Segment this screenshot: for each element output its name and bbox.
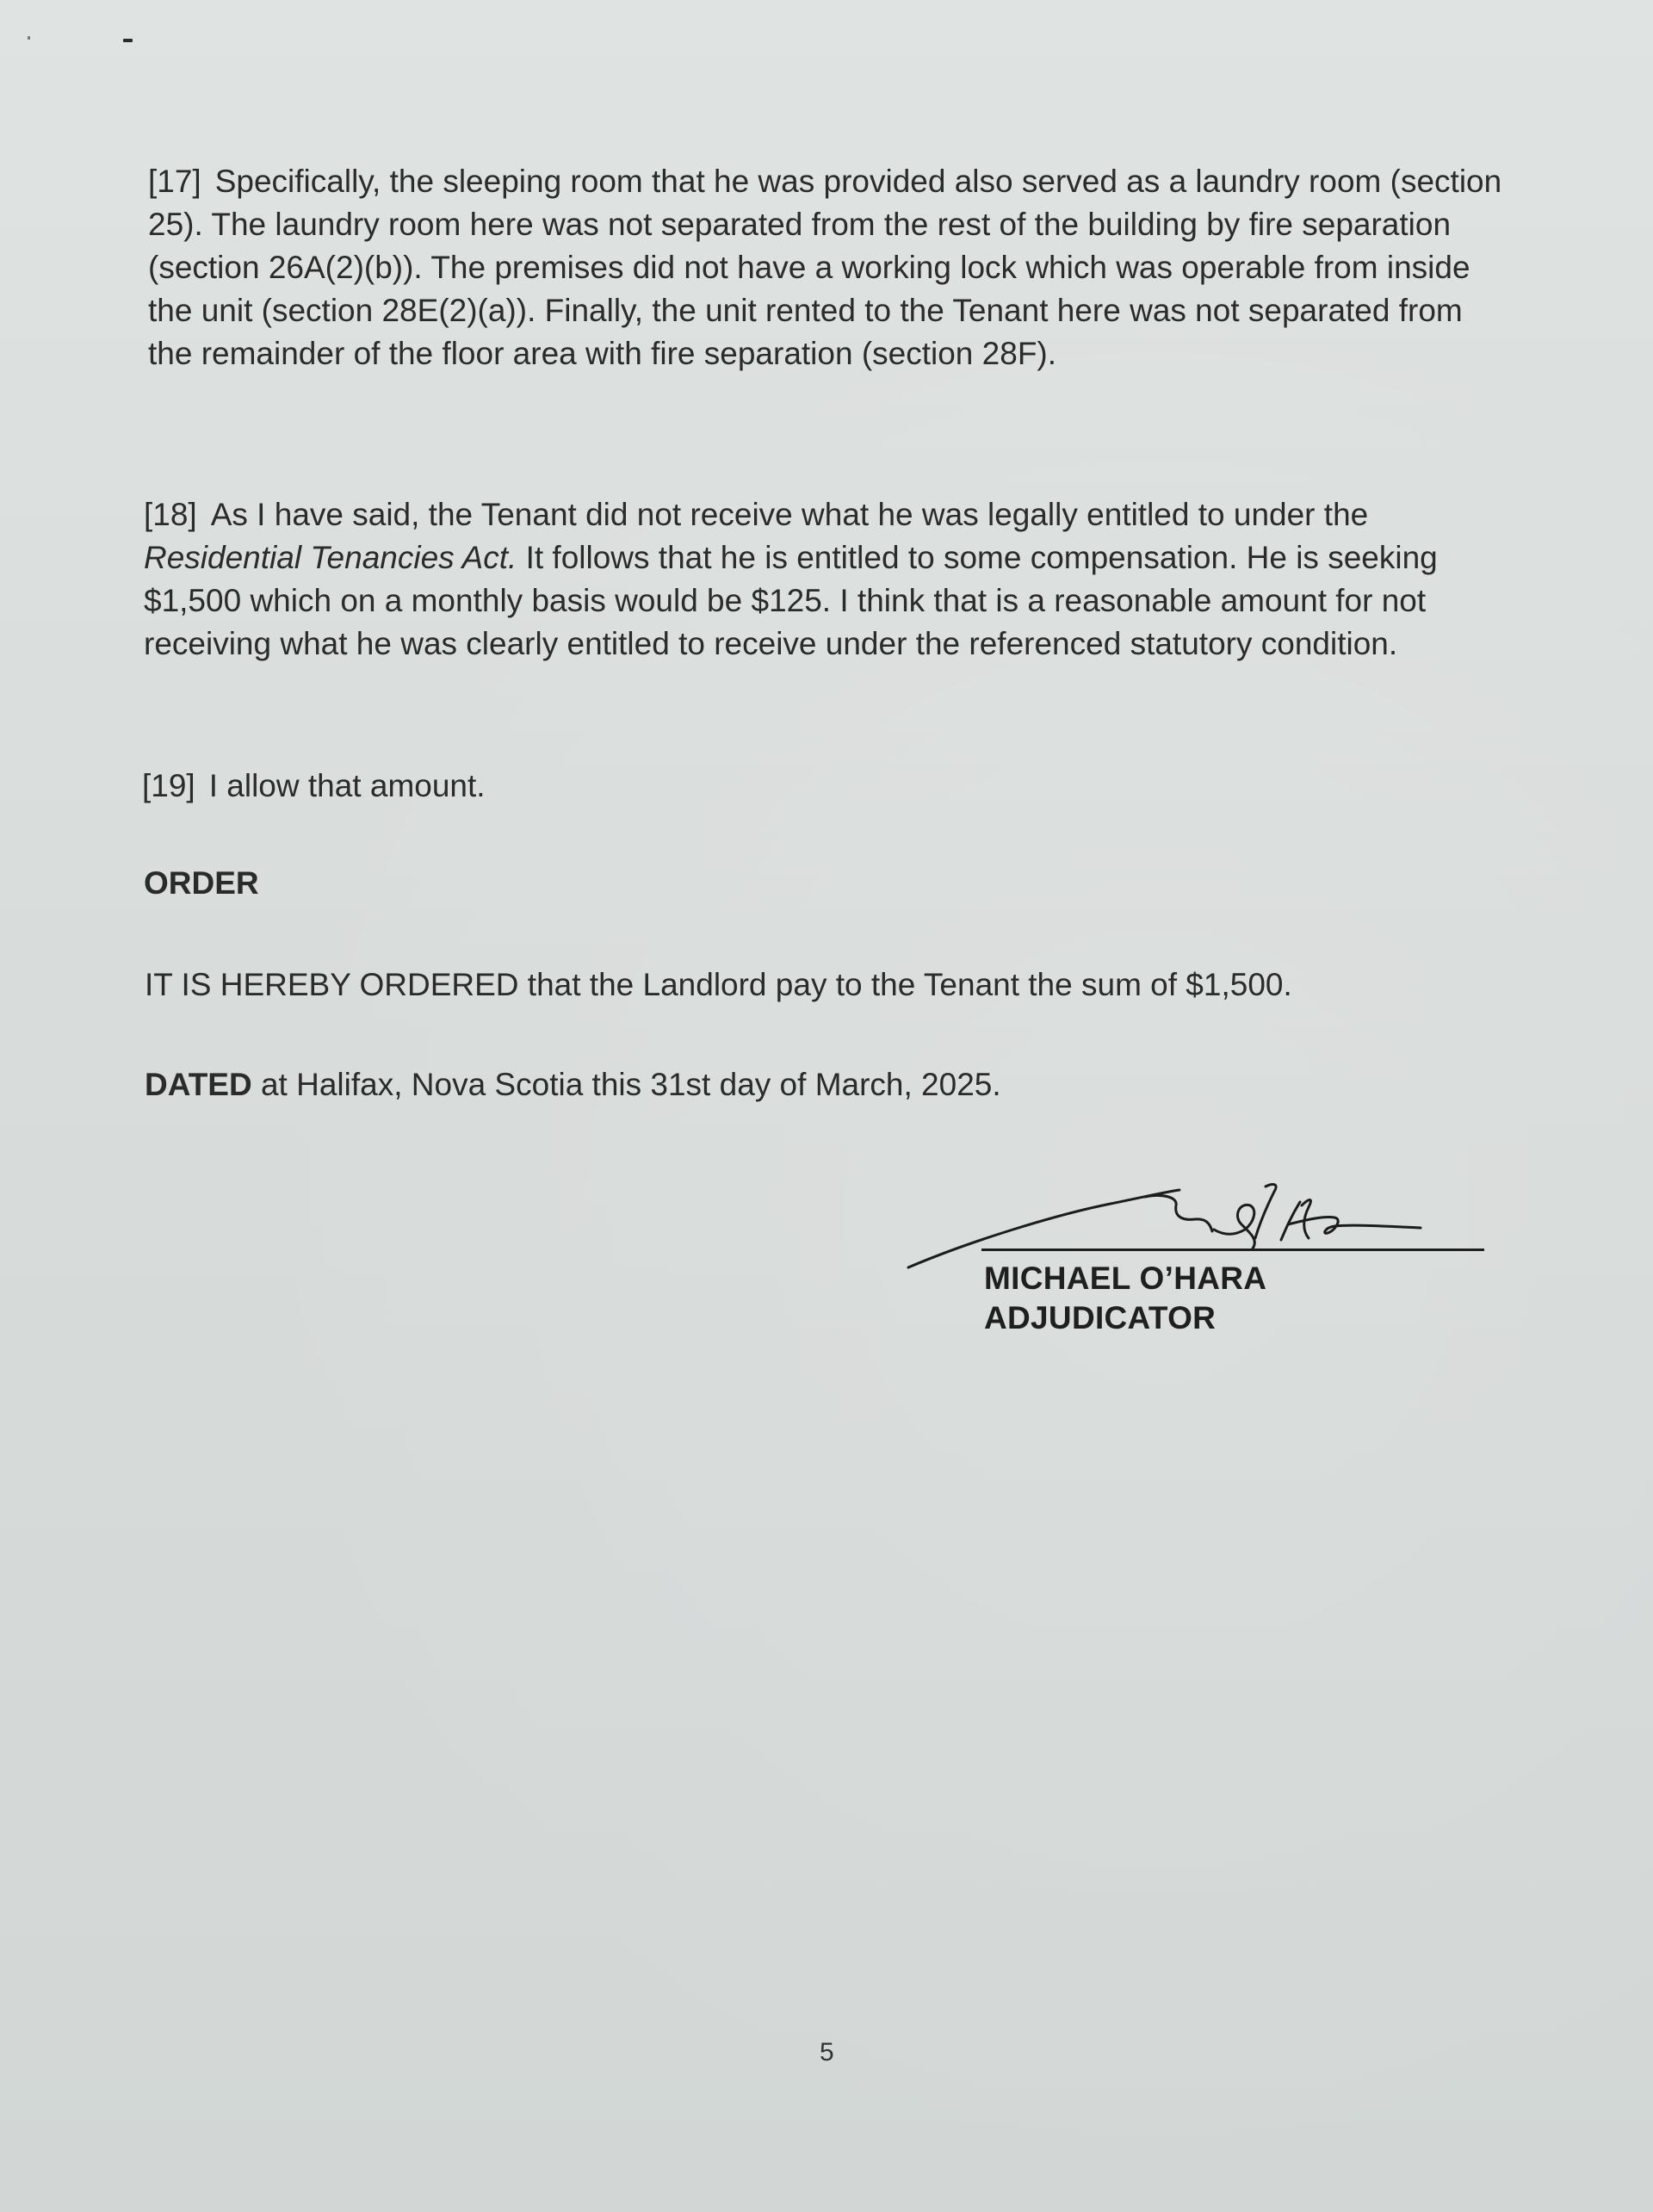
signer-name: MICHAEL O’HARA: [984, 1261, 1267, 1296]
paragraph-text: It follows that he is entitled to some compensation. He is seeking $1,500 which on a monthly basis would be $125. I think that is a reasonable amount for not receiving what he was clearly entitled to receive under the referenced statutory condition.: [144, 540, 1438, 661]
page-number: 5: [820, 2038, 834, 2066]
dated-text: at Halifax, Nova Scotia this 31st day of March, 2025.: [260, 1067, 1001, 1102]
paragraph-18: [144, 493, 1513, 666]
scan-speck: [28, 36, 30, 40]
signer-title: ADJUDICATOR: [984, 1300, 1217, 1335]
dated-line: [145, 1067, 1001, 1103]
paragraph-number: [19]: [142, 768, 195, 803]
paragraph-17: [148, 160, 1508, 375]
scan-speck: [123, 39, 133, 42]
paragraph-text: Specifically, the sleeping room that he was provided also served as a laundry room (section 25). The laundry room here was not separated from the rest of the building by fire separation (section 26A(2)(b)). The premises did not have a working lock which was operable from inside the unit (section 28E(2)(a)). Finally, the unit rented to the Tenant here was not separated from the remainder of the floor area with fire separation (section 28F).: [148, 164, 1502, 371]
paragraph-19: [142, 765, 1511, 808]
order-text: IT IS HEREBY ORDERED that the Landlord pay to the Tenant the sum of $1,500.: [145, 967, 1292, 1002]
dated-label: DATED: [145, 1067, 252, 1102]
paragraph-text: I allow that amount.: [208, 768, 486, 803]
paragraph-number: [17]: [148, 164, 201, 199]
act-title: Residential Tenancies Act.: [144, 540, 517, 575]
paragraph-text: As I have said, the Tenant did not receive what he was legally entitled to under the: [210, 497, 1369, 532]
paragraph-number: [18]: [144, 497, 197, 532]
order-heading: ORDER: [144, 865, 259, 901]
signature-line: [981, 1249, 1484, 1251]
handwritten-signature: [904, 1171, 1489, 1274]
